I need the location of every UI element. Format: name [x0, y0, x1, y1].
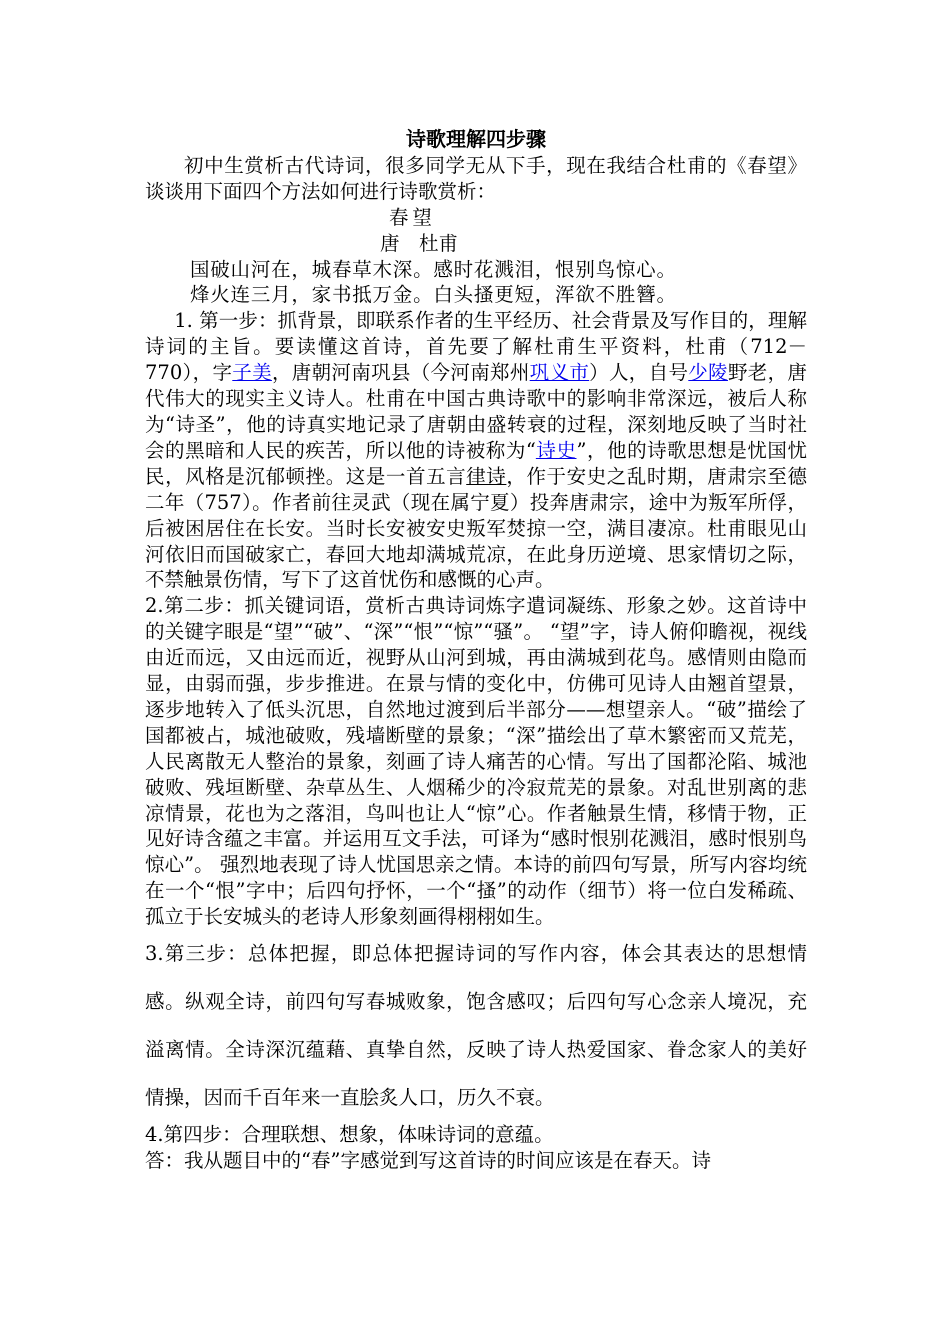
intro-paragraph: 初中生赏析古代诗词，很多同学无从下手，现在我结合杜甫的《春望》谈谈用下面四个方法如何进行诗歌赏析： [145, 153, 807, 203]
step4-paragraph: 4.第四步：合理联想、想象，体味诗词的意蕴。 [145, 1123, 554, 1147]
document-body [145, 127, 807, 1174]
link-shaoling[interactable]: 少陵 [688, 361, 728, 385]
step1-text-5: ”，他的诗歌思想是忧国忧民，风格是沉郁顿挫。这是一首五言 [145, 438, 807, 488]
poem-title: 春望 [389, 205, 436, 229]
step3-paragraph: 3.第三步：总体把握，即总体把握诗词的写作内容，体会其表达的思想情感。纵观全诗，前四句写春城败象，饱含感叹；后四句写心念亲人境况，充溢离情。全诗深沉蕴藉、真挚自然，反映了诗人热爱国家、眷念家人的美好情操，因而千百年来一直脍炙人口，历久不衰。 [145, 942, 807, 1110]
step1-text-3: ）人，自号 [589, 361, 689, 385]
link-gongyi[interactable]: 巩义市 [529, 361, 590, 385]
step1-paragraph [145, 308, 807, 593]
step1-text-4: 野老，唐代伟大的现实主义诗人。杜甫在中国古典诗歌中的影响非常深远，被后人称为“诗圣”，他的诗真实地记录了唐朝由盛转衰的过程，深刻地反映了当时社会的黑暗和人民的疾苦，所以他的诗被称为“ [145, 361, 807, 462]
step1-text-2: ，唐朝河南巩县（今河南郑州 [271, 361, 530, 385]
link-zimei[interactable]: 子美 [232, 361, 272, 385]
poem-line-2: 烽火连三月，家书抵万金。白头搔更短，浑欲不胜簪。 [190, 283, 677, 307]
step1-text-1: 1. 第一步：抓背景，即联系作者的生平经历、社会背景及写作目的，理解诗词的主旨。要读懂这首诗，首先要了解杜甫生平资料，杜甫（712－770），字 [145, 309, 807, 385]
document-title: 诗歌理解四步骤 [406, 127, 546, 151]
lvshi-term: 律诗 [466, 464, 507, 488]
poem-author: 唐 杜甫 [380, 231, 459, 255]
poem-line-1: 国破山河在，城春草木深。感时花溅泪，恨别鸟惊心。 [190, 257, 677, 281]
step1-text-6: ，作于安史之乱时期，唐肃宗至德二年（757）。作者前往灵武（现在属宁夏）投奔唐肃宗，途中为叛军所俘，后被困居住在长安。当时长安被安史叛军焚掠一空，满目凄凉。杜甫眼见山河依旧而国破家亡，春回大地却满城荒凉，在此身历逆境、思家情切之际，不禁触景伤情，写下了这首忧伤和感慨的心声。 [145, 464, 807, 592]
answer-paragraph: 答：我从题目中的“春”字感觉到写这首诗的时间应该是在春天。诗 [145, 1149, 711, 1172]
link-shishi[interactable]: 诗史 [535, 438, 577, 462]
step2-paragraph: 2.第二步：抓关键词语，赏析古典诗词炼字遣词凝练、形象之妙。这首诗中的关键字眼是“望”“破”、“深”“恨”“惊”“骚”。 “望”字，诗人俯仰瞻视，视线由近而远，又由远而近，视野从山河到城，再由满城到花鸟。感情则由隐而显，由弱而强，步步推进。在景与情的变化中，仿佛可见诗人由翘首望景，逐步地转入了低头沉思，自然地过渡到后半部分——想望亲人。“破”描绘了国都被占，城池破败，残墙断壁的景象；“深”描绘出了草木繁密而又荒芜，人民离散无人整治的景象，刻画了诗人痛苦的心情。写出了国都沦陷、城池破败、残垣断壁、杂草丛生、人烟稀少的冷寂荒芜的景象。对乱世别离的悲凉情景，花也为之落泪，鸟叫也让人“惊”心。作者触景生情，移情于物，正见好诗含蕴之丰富。并运用互文手法，可译为“感时恨别花溅泪，感时恨别鸟惊心”。 强烈地表现了诗人忧国思亲之情。本诗的前四句写景，所写内容均统在一个“恨”字中；后四句抒怀，一个“搔”的动作（细节）将一位白发稀疏、孤立于长安城头的老诗人形象刻画得栩栩如生。 [145, 594, 807, 929]
